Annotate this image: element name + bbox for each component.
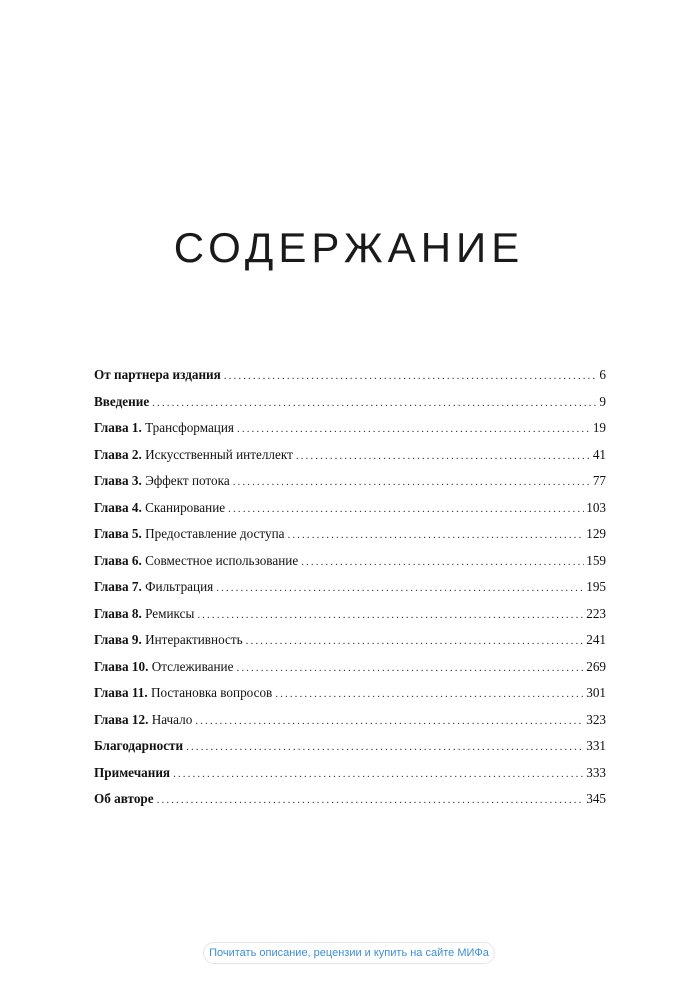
toc-entry-label xyxy=(94,786,154,813)
toc-entry-label-text: Сканирование xyxy=(141,499,226,515)
toc-entry-label-bold: Введение xyxy=(94,393,150,409)
table-of-contents xyxy=(94,362,606,813)
toc-page-number: 103 xyxy=(586,499,606,515)
toc-leader-dots xyxy=(233,469,591,496)
toc-leader-dots xyxy=(287,522,584,549)
toc-page-number: 129 xyxy=(586,526,606,541)
toc-page-number: 223 xyxy=(586,605,606,621)
toc-leader-dots xyxy=(197,602,584,629)
toc-leader-dots xyxy=(195,708,584,735)
toc-entry-label xyxy=(94,707,192,734)
toc-entry xyxy=(94,415,606,442)
toc-entry-label-bold: Глава 6. xyxy=(94,552,142,568)
toc-leader-dots xyxy=(301,549,584,576)
toc-page-number: 331 xyxy=(586,738,606,753)
toc-page-number: 301 xyxy=(586,685,606,700)
toc-entry xyxy=(94,521,606,548)
toc-entry-label xyxy=(94,415,234,442)
toc-entry-label xyxy=(94,574,213,601)
toc-entry-label-text: Совместное использование xyxy=(141,552,299,568)
toc-entry xyxy=(94,707,606,734)
toc-leader-dots xyxy=(228,496,584,523)
toc-page-number: 269 xyxy=(586,658,606,674)
toc-entry-label xyxy=(94,521,284,548)
toc-entry xyxy=(94,627,606,654)
toc-entry-label-text: Трансформация xyxy=(141,420,234,435)
toc-page-number: 333 xyxy=(586,764,606,780)
page-title: СОДЕРЖАНИЕ xyxy=(173,224,525,271)
toc-leader-dots xyxy=(246,628,585,655)
toc-entry xyxy=(94,362,606,389)
toc-entry-label-bold: Об авторе xyxy=(94,791,154,806)
toc-entry-label xyxy=(94,760,170,787)
toc-page-number: 19 xyxy=(592,420,606,435)
toc-entry-label xyxy=(94,733,183,760)
toc-entry-label xyxy=(94,389,149,416)
toc-page-number: 9 xyxy=(599,393,606,409)
toc-leader-dots xyxy=(216,575,584,602)
toc-entry-label-bold: Глава 11. xyxy=(94,685,148,700)
toc-entry-label xyxy=(94,495,225,522)
toc-entry xyxy=(94,442,606,469)
toc-entry-label-text: Искусственный интеллект xyxy=(141,446,293,462)
toc-entry-label-bold: Глава 10. xyxy=(94,658,149,674)
toc-entry-label-bold: Глава 1. xyxy=(94,420,142,435)
toc-leader-dots xyxy=(237,416,591,443)
toc-entry-label-bold: От партнера издания xyxy=(94,367,221,382)
toc-entry xyxy=(94,468,606,495)
toc-entry-label xyxy=(94,442,293,469)
toc-entry xyxy=(94,654,606,681)
toc-page-number: 345 xyxy=(586,791,606,806)
toc-page-number: 41 xyxy=(592,446,606,462)
toc-page-number: 77 xyxy=(592,473,606,488)
toc-leader-dots xyxy=(224,363,598,390)
toc-page-number: 159 xyxy=(586,552,606,568)
toc-entry-label xyxy=(94,548,298,575)
toc-entry-label xyxy=(94,362,221,389)
toc-leader-dots xyxy=(275,681,584,708)
toc-entry-label-bold: Глава 3. xyxy=(94,473,142,488)
toc-entry-label-bold: Глава 4. xyxy=(94,499,142,515)
toc-entry-label-bold: Глава 8. xyxy=(94,605,142,621)
toc-leader-dots xyxy=(173,761,584,788)
toc-entry xyxy=(94,601,606,628)
mif-store-link[interactable]: Почитать описание, рецензии и купить на сайте МИФа xyxy=(203,942,495,964)
toc-entry xyxy=(94,786,606,813)
toc-entry-label-bold: Глава 9. xyxy=(94,632,142,647)
toc-entry-label-bold: Глава 2. xyxy=(94,446,142,462)
toc-entry-label-text: Эффект потока xyxy=(141,473,230,488)
toc-entry xyxy=(94,680,606,707)
toc-leader-dots xyxy=(186,734,584,761)
toc-leader-dots xyxy=(157,787,585,814)
toc-entry-label xyxy=(94,601,194,628)
toc-page-number: 6 xyxy=(599,367,606,382)
toc-entry xyxy=(94,733,606,760)
toc-leader-dots xyxy=(152,390,597,417)
toc-entry-label-text: Начало xyxy=(148,711,193,727)
toc-page-number: 241 xyxy=(586,632,606,647)
toc-entry-label-bold: Глава 5. xyxy=(94,526,142,541)
toc-leader-dots xyxy=(296,443,591,470)
toc-entry-label-text: Интерактивность xyxy=(141,632,243,647)
toc-entry xyxy=(94,574,606,601)
toc-page-number: 323 xyxy=(586,711,606,727)
toc-entry-label-text: Отслеживание xyxy=(148,658,234,674)
toc-entry-label-bold: Примечания xyxy=(94,764,171,780)
toc-entry-label-bold: Глава 7. xyxy=(94,579,142,594)
toc-entry-label xyxy=(94,654,233,681)
toc-entry-label-bold: Глава 12. xyxy=(94,711,149,727)
toc-entry-label-bold: Благодарности xyxy=(94,738,184,753)
toc-entry-label xyxy=(94,468,230,495)
toc-entry-label-text: Ремиксы xyxy=(141,605,195,621)
toc-entry-label-text: Фильтрация xyxy=(141,579,214,594)
toc-entry-label xyxy=(94,627,243,654)
toc-entry xyxy=(94,389,606,416)
toc-page-number: 195 xyxy=(586,579,606,594)
toc-leader-dots xyxy=(236,655,584,682)
toc-entry xyxy=(94,548,606,575)
toc-entry xyxy=(94,495,606,522)
toc-entry-label xyxy=(94,680,272,707)
toc-entry xyxy=(94,760,606,787)
toc-entry-label-text: Постановка вопросов xyxy=(147,685,273,700)
toc-entry-label-text: Предоставление доступа xyxy=(141,526,285,541)
